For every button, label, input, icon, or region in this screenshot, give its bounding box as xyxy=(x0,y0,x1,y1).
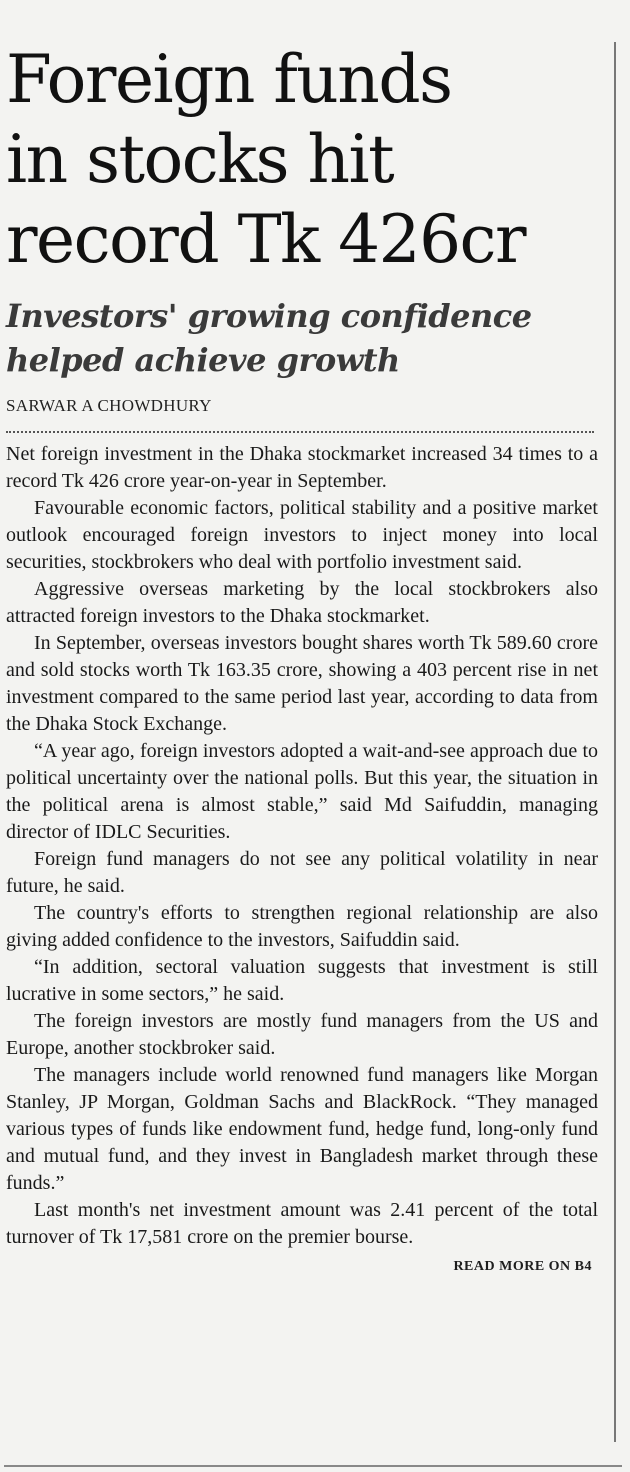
paragraph-5: “A year ago, foreign investors adopted a wait-and-see approach due to political uncertainty over the national polls. But this year, the situation in the political arena is almost stable,” said Md Saifuddin, managing director of IDLC Securities. xyxy=(6,740,598,843)
paragraph-6: Foreign fund managers do not see any political volatility in near future, he said. xyxy=(6,848,598,897)
paragraph-8: “In addition, sectoral valuation suggests that investment is still lucrative in some sectors,” he said. xyxy=(6,956,598,1005)
dotted-divider xyxy=(6,431,594,433)
paragraph-3: Aggressive overseas marketing by the local stockbrokers also attracted foreign investors to the Dhaka stockmarket. xyxy=(6,578,598,627)
column-divider-vertical xyxy=(614,42,616,1442)
subheadline xyxy=(6,294,598,382)
read-more-link[interactable]: READ MORE ON B4 xyxy=(453,1259,592,1274)
byline xyxy=(6,396,598,416)
headline-line-3: record Tk 426cr xyxy=(6,201,526,278)
paragraph-9: The foreign investors are mostly fund managers from the US and Europe, another stockbroker said. xyxy=(6,1010,598,1059)
paragraph-10: The managers include world renowned fund managers like Morgan Stanley, JP Morgan, Goldman Sachs and BlackRock. “They managed various types of funds like endowment fund, hedge fund, long-only fund and mutual fund, and they invest in Bangladesh market through these funds.” xyxy=(6,1064,598,1194)
subheadline-line-2: helped achieve growth xyxy=(6,341,400,379)
paragraph-2: Favourable economic factors, political stability and a positive market outlook encouraged foreign investors to inject money into local securities, stockbrokers who deal with portfolio investment said. xyxy=(6,497,598,573)
paragraph-11: Last month's net investment amount was 2.41 percent of the total turnover of Tk 17,581 crore on the premier bourse. xyxy=(6,1199,598,1248)
headline-line-2: in stocks hit xyxy=(6,121,394,198)
subheadline-line-1: Investors' growing confidence xyxy=(6,297,532,335)
paragraph-7: The country's efforts to strengthen regional relationship are also giving added confidence to the investors, Saifuddin said. xyxy=(6,902,598,951)
headline xyxy=(6,40,598,280)
article xyxy=(6,40,598,1275)
byline-name: ARWAR A CHOWDHURY xyxy=(15,396,212,415)
byline-initial: S xyxy=(6,396,16,415)
headline-line-1: Foreign funds xyxy=(6,41,452,118)
paragraph-4: In September, overseas investors bought shares worth Tk 589.60 crore and sold stocks worth Tk 163.35 crore, showing a 403 percent rise in net investment compared to the same period last year, according to data from the Dhaka Stock Exchange. xyxy=(6,632,598,735)
article-body xyxy=(6,441,598,1251)
paragraph-1: Net foreign investment in the Dhaka stockmarket increased 34 times to a record Tk 426 crore year-on-year in September. xyxy=(6,443,598,492)
bottom-rule xyxy=(4,1465,622,1467)
